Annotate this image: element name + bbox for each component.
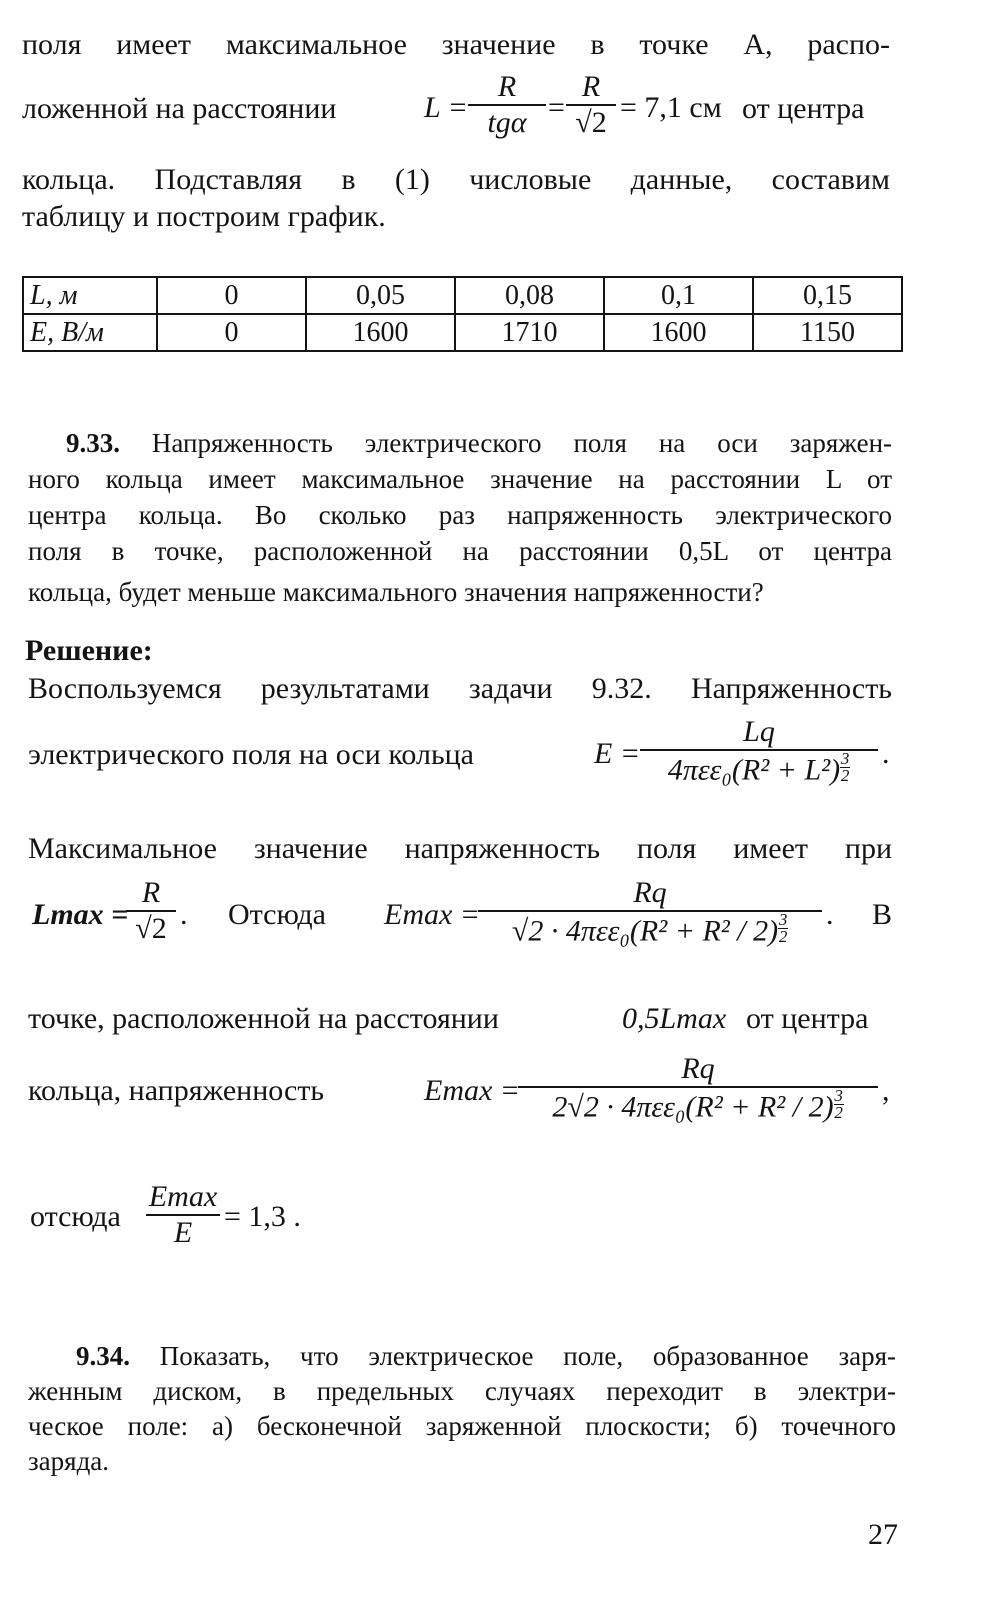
table-cell: 0,1 xyxy=(604,277,753,314)
formula-lmax-fraction: R √2 xyxy=(126,876,176,946)
table-row-label: E, В/м xyxy=(23,314,157,351)
problem-number: 9.34. xyxy=(76,1341,130,1371)
table-row xyxy=(23,314,902,351)
p934-line-4: заряда. xyxy=(28,1446,110,1476)
table-cell: 0,15 xyxy=(753,277,902,314)
p934-line-1: 9.34. Показать, что электрическое поле, образованное заря- xyxy=(76,1341,897,1371)
p933-line-1: 9.33. Напряженность электрического поля на оси заряжен- xyxy=(66,428,893,458)
solution-line-3: Максимальное значение напряженность поля имеет при xyxy=(28,832,892,865)
intro-line-2-post: от центра xyxy=(742,92,865,125)
formula-e-tail: . xyxy=(882,737,890,770)
intro-line-4: таблицу и построим график. xyxy=(22,200,386,233)
solution-line-2-pre: электрического поля на оси кольца xyxy=(28,738,475,771)
formula-e2-fraction: Rq 2√2 · 4πεε₀(R² + R² / 2) $\frac{3}{2}$ xyxy=(518,1052,878,1124)
solution-line-7-pre: отсюда xyxy=(30,1200,121,1233)
formula-eq: = xyxy=(548,91,565,124)
p934-line-2: женным диском, в предельных случаях переходит в электри- xyxy=(28,1376,896,1406)
formula-emax-lhs: Emax = xyxy=(384,898,481,931)
formula-emax-fraction: Rq √2 · 4πεε₀(R² + R² / 2) $\frac{3}{2}$ xyxy=(478,876,822,948)
solution-line-1: Воспользуемся результатами задачи 9.32. Напряженность xyxy=(28,672,892,705)
formula-e2-tail: , xyxy=(882,1074,890,1107)
table-cell: 0 xyxy=(157,314,306,351)
solution-line-6-pre: кольца, напряженность xyxy=(28,1074,325,1107)
table-cell: 0 xyxy=(157,277,306,314)
formula-fraction-1: R tgα xyxy=(468,70,546,140)
data-table xyxy=(22,276,903,352)
formula-e-fraction: Lq 4πεε₀(R² + L²) $\frac{3}{2}$ xyxy=(640,715,878,787)
table-cell: 1710 xyxy=(455,314,604,351)
table-cell: 0,05 xyxy=(306,277,455,314)
solution-line-5-pre: точке, расположенной на расстоянии xyxy=(28,1002,499,1035)
solution-line-5-math: 0,5Lmax xyxy=(622,1002,727,1035)
table-cell: 1600 xyxy=(604,314,753,351)
solution-line-4-end: В xyxy=(872,898,893,931)
formula-lmax-tail: . xyxy=(180,898,188,931)
intro-line-1: поля имеет максимальное значение в точке А, распо- xyxy=(22,28,890,61)
formula-lmax-lhs: Lmax = xyxy=(32,898,129,931)
formula-ratio-fraction: Emax E xyxy=(146,1180,220,1250)
p933-line-5: кольца, будет меньше максимального значения напряженности? xyxy=(28,577,764,607)
table-cell: 1150 xyxy=(753,314,902,351)
table-row xyxy=(23,277,902,314)
formula-emax-tail: . xyxy=(826,898,834,931)
formula-fraction-2: R √2 xyxy=(566,70,616,140)
table-cell: 1600 xyxy=(306,314,455,351)
intro-line-2-pre: ложенной на расстоянии xyxy=(22,92,337,125)
p933-line-4: поля в точке, расположенной на расстоянии 0,5L от центра xyxy=(28,536,892,566)
solution-line-4-mid: Отсюда xyxy=(228,898,326,931)
formula-result: = 7,1 см xyxy=(620,91,722,124)
intro-line-3: кольца. Подставляя в (1) числовые данные, составим xyxy=(22,163,890,196)
table-cell: 0,08 xyxy=(455,277,604,314)
p933-line-2: ного кольца имеет максимальное значение на расстоянии L от xyxy=(28,464,892,494)
p933-line-3: центра кольца. Во сколько раз напряженность электрического xyxy=(28,500,892,530)
problem-number: 9.33. xyxy=(66,428,120,458)
formula-e-lhs: E = xyxy=(594,737,641,770)
table-row-label: L, м xyxy=(23,277,157,314)
formula-ratio-result: = 1,3 . xyxy=(224,1200,301,1233)
solution-line-5-post: от центра xyxy=(746,1002,869,1035)
page-number: 27 xyxy=(868,1518,898,1551)
p934-line-3: ческое поле: а) бесконечной заряженной плоскости; б) точечного xyxy=(28,1411,896,1441)
solution-heading: Решение: xyxy=(25,634,153,667)
formula-l-lhs: L = xyxy=(424,91,468,124)
formula-e2-lhs: Emax = xyxy=(424,1074,521,1107)
